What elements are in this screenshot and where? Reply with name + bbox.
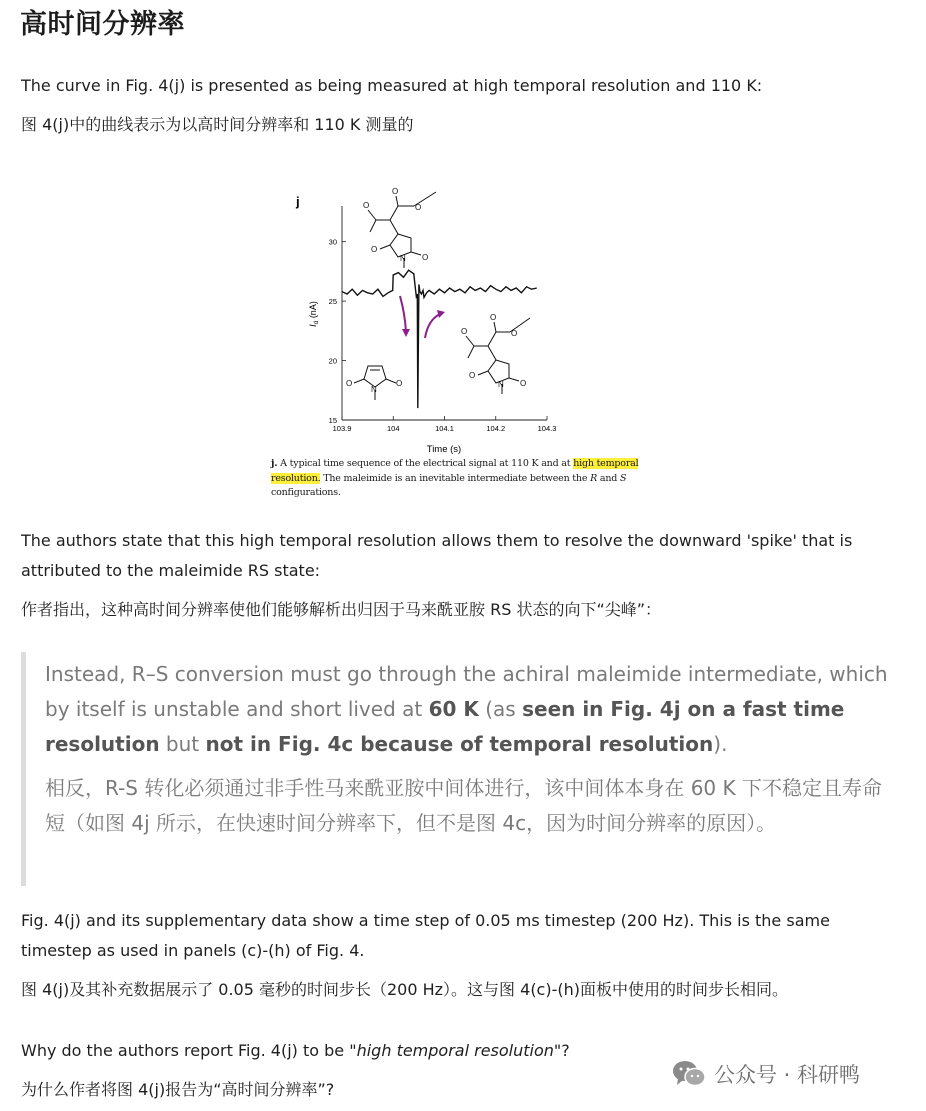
paragraph-2-zh: 作者指出，这种高时间分辨率使他们能够解析出归因于马来酰亚胺 RS 状态的向下“尖峰”：: [21, 600, 662, 619]
atom-n: N: [498, 380, 504, 389]
ring-maleimide: [364, 366, 386, 387]
atom-o: O: [490, 313, 497, 322]
quote-en: [45, 657, 890, 762]
caption-highlight: high temporal resolution.: [271, 458, 639, 484]
paragraph-3-en: Fig. 4(j) and its supplementary data show a time step of 0.05 ms timestep (200 Hz). This is the same timestep as used in panels (c)-(h) of Fig. 4.: [21, 911, 830, 960]
question-text: "?: [553, 1041, 570, 1060]
watermark: [672, 1058, 860, 1090]
wechat-icon: [672, 1060, 706, 1088]
x-tick-label: 104.2: [486, 424, 506, 433]
bond: [488, 332, 496, 346]
caption-s: S: [619, 472, 627, 484]
bond: [386, 379, 396, 383]
bond: [390, 206, 398, 220]
bond: [368, 210, 376, 220]
x-tick-label: 104: [386, 424, 400, 433]
transition-arrows: [400, 296, 445, 338]
bond: [494, 322, 496, 332]
x-tick-label: 104.3: [537, 424, 557, 433]
bond: [411, 252, 421, 255]
atom-o: O: [363, 201, 370, 210]
caption-text-2: The maleimide is an inevitable intermediate between the: [320, 472, 591, 484]
question-emphasis: high temporal resolution: [356, 1041, 554, 1060]
atom-o: O: [520, 379, 527, 388]
bond: [370, 220, 376, 232]
caption-r: R: [590, 472, 598, 484]
up-arrowhead: [437, 310, 445, 318]
caption-text-3: configurations.: [271, 487, 341, 498]
quote-text: (as: [478, 697, 523, 721]
x-axis-label: Time (s): [426, 444, 462, 455]
atom-o: O: [346, 379, 353, 388]
x-tick-label: 103.9: [332, 424, 352, 433]
y-axis-label: $I_d$ (nA): [308, 301, 320, 327]
quote-bold: not in Fig. 4c because of temporal resolution: [205, 732, 714, 756]
bond: [509, 378, 519, 381]
up-arrow: [425, 314, 440, 338]
paragraph-2-en: The authors state that this high temporal resolution allows them to resolve the downward 'spike' that is attributed to the maleimide RS state:: [21, 531, 853, 580]
bond: [468, 346, 474, 358]
bond: [390, 220, 398, 234]
y-tick-label: 25: [328, 297, 337, 307]
blockquote: [21, 652, 896, 886]
question-text: Why do the authors report Fig. 4(j) to be ": [21, 1041, 357, 1060]
molecule-s-configuration: [461, 313, 530, 394]
atom-o: O: [422, 253, 429, 262]
bond: [520, 318, 530, 325]
atom-o: O: [371, 245, 378, 254]
watermark-text: 公众号 · 科研鸭: [714, 1063, 861, 1087]
y-tick-label: 15: [328, 416, 337, 425]
quote-bold: seen in Fig. 4j on a fast time resolution: [45, 697, 845, 756]
bond: [396, 196, 398, 206]
caption-and: and: [597, 472, 620, 484]
y-tick-label: 20: [328, 356, 337, 366]
paragraph-1-en: The curve in Fig. 4(j) is presented as being measured at high temporal resolution and 110 K:: [21, 76, 763, 95]
quote-text: ).: [713, 732, 728, 756]
molecule-r-configuration: [363, 187, 436, 268]
atom-o: O: [392, 187, 399, 196]
figure-4j: [268, 186, 648, 506]
atom-o: O: [469, 371, 476, 380]
atom-o: O: [415, 203, 422, 212]
atom-n: N: [400, 254, 406, 263]
axis-ticks: [329, 238, 557, 433]
bond: [354, 379, 364, 383]
paragraph-4-en: [21, 1036, 570, 1066]
bond: [478, 371, 488, 375]
molecule-maleimide: [346, 366, 402, 400]
chart-svg: [268, 186, 648, 456]
quote-zh: 相反，R-S 转化必须通过非手性马来酰亚胺中间体进行，该中间体本身在 60 K 下不稳定且寿命短（如图 4j 所示，在快速时间分辨率下，但不是图 4c，因为时间分辨率的原因）。: [45, 776, 882, 835]
quote-text: but: [159, 732, 206, 756]
caption-label: j.: [271, 458, 278, 469]
quote-bold: 60 K: [428, 697, 479, 721]
bond: [380, 245, 390, 249]
section-heading: 高时间分辨率: [20, 9, 185, 40]
down-arrowhead: [402, 329, 410, 337]
atom-n: N: [371, 385, 377, 394]
bond: [466, 336, 474, 346]
atom-o: O: [511, 329, 518, 338]
x-tick-label: 104.1: [435, 424, 454, 433]
y-tick-label: 30: [328, 237, 337, 247]
atom-o: O: [461, 327, 468, 336]
panel-label: j: [296, 194, 300, 209]
quote-text: Instead, R–S conversion must go through the achiral maleimide intermediate, which by itself is unstable and short lived at: [45, 662, 888, 721]
paragraph-1-zh: 图 4(j)中的曲线表示为以高时间分辨率和 110 K 测量的: [21, 115, 414, 134]
atom-o: O: [396, 379, 403, 388]
caption-text-1: A typical time sequence of the electrical signal at 110 K and at: [277, 458, 574, 469]
figure-caption: [271, 457, 643, 501]
down-arrow: [400, 296, 406, 332]
paragraph-4-zh: 为什么作者将图 4(j)报告为“高时间分辨率”?: [21, 1080, 335, 1099]
bond: [425, 192, 436, 199]
paragraph-3-zh: 图 4(j)及其补充数据展示了 0.05 毫秒的时间步长（200 Hz）。这与图 4(c)-(h)面板中使用的时间步长相同。: [21, 980, 788, 999]
bond: [488, 346, 496, 360]
